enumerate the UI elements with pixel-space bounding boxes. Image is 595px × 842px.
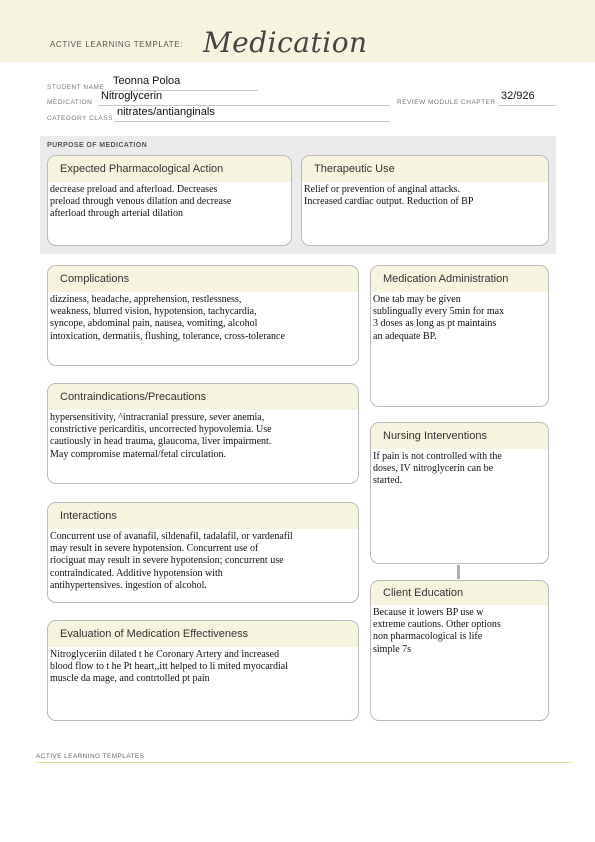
review-module-underline: [498, 105, 556, 106]
category-class-label: CATEGORY CLASS: [47, 115, 113, 122]
nursing-text[interactable]: If pain is not controlled with the doses, IV nitroglycerin can be started.: [373, 451, 502, 487]
expected-action-title: Expected Pharmacological Action: [48, 156, 291, 182]
administration-text[interactable]: One tab may be given sublingually every 5min for max 3 doses as long as pt maintains an adequate BP.: [373, 294, 505, 342]
review-module-label: REVIEW MODULE CHAPTER: [397, 99, 496, 106]
purpose-label: PURPOSE OF MEDICATION: [47, 142, 148, 149]
complications-title: Complications: [48, 266, 358, 292]
nursing-title: Nursing Interventions: [371, 423, 548, 449]
therapeutic-use-box: [301, 155, 549, 246]
student-name-field[interactable]: Teonna Poloa: [113, 75, 181, 87]
complications-box: [47, 265, 359, 366]
therapeutic-use-title: Therapeutic Use: [302, 156, 548, 182]
contraindications-box: [47, 383, 359, 484]
therapeutic-use-text[interactable]: Relief or prevention of anginal attacks. Increased cardiac output. Reduction of BP: [304, 184, 474, 208]
contraindications-text[interactable]: hypersensitivity, ^intracranial pressure, sever anemia, constrictive pericarditis, uncorrected hypovolemia. Use cautiously in head trauma, glaucoma, liver impairment. May compromise maternal/fetal circulation.: [50, 412, 272, 460]
connector-line: [457, 565, 460, 579]
evaluation-box: [47, 620, 359, 721]
complications-text[interactable]: dizziness, headache, apprehension, restlessness, weakness, blurred vision, hypotension, tachycardia, syncope, abdominal pain, nausea, vomiting, alcohol intoxication, dermatiis, flushing, tolerance, cross-tolerance: [50, 294, 285, 342]
interactions-title: Interactions: [48, 503, 358, 529]
nursing-box: [370, 422, 549, 564]
medication-field[interactable]: Nitroglycerin: [101, 90, 163, 102]
administration-title: Medication Administration: [371, 266, 548, 292]
contraindications-title: Contraindications/Precautions: [48, 384, 358, 410]
footer-rule: [36, 762, 572, 763]
expected-action-box: [47, 155, 292, 246]
footer-label: ACTIVE LEARNING TEMPLATES: [36, 753, 145, 760]
medication-label: MEDICATION: [47, 99, 93, 106]
interactions-box: [47, 502, 359, 603]
template-label: ACTIVE LEARNING TEMPLATE:: [50, 40, 183, 49]
interactions-text[interactable]: Concurrent use of avanafil, sildenafil, tadalafil, or vardenafil may result in severe hypotension. Concurrent use of riociguat may result in severe hypotension; concurrent use contraindicated. Additive hypotension with antihypertensives. ingestion of alcohol.: [50, 531, 293, 591]
review-module-field[interactable]: 32/926: [501, 90, 535, 102]
expected-action-text[interactable]: decrease preload and afterload. Decreases preload through venous dilation and decrease afterload through arterial dilation: [50, 184, 232, 220]
category-class-field[interactable]: nitrates/antianginals: [117, 106, 215, 118]
education-text[interactable]: Because it lowers BP use w extreme cautions. Other options non pharmacological is life simple 7s: [373, 607, 501, 655]
page-title: Medication: [203, 26, 368, 59]
education-title: Client Education: [371, 581, 548, 605]
category-class-underline: [114, 121, 390, 122]
evaluation-title: Evaluation of Medication Effectiveness: [48, 621, 358, 647]
education-box: [370, 580, 549, 721]
student-name-label: STUDENT NAME: [47, 84, 105, 91]
administration-box: [370, 265, 549, 407]
evaluation-text[interactable]: Nitroglyceriin dilated t he Coronary Artery and increased blood flow to t he Pt heart,,itt helped to li mited myocardial muscle da mage, and contrtolled pt pain: [50, 649, 289, 685]
